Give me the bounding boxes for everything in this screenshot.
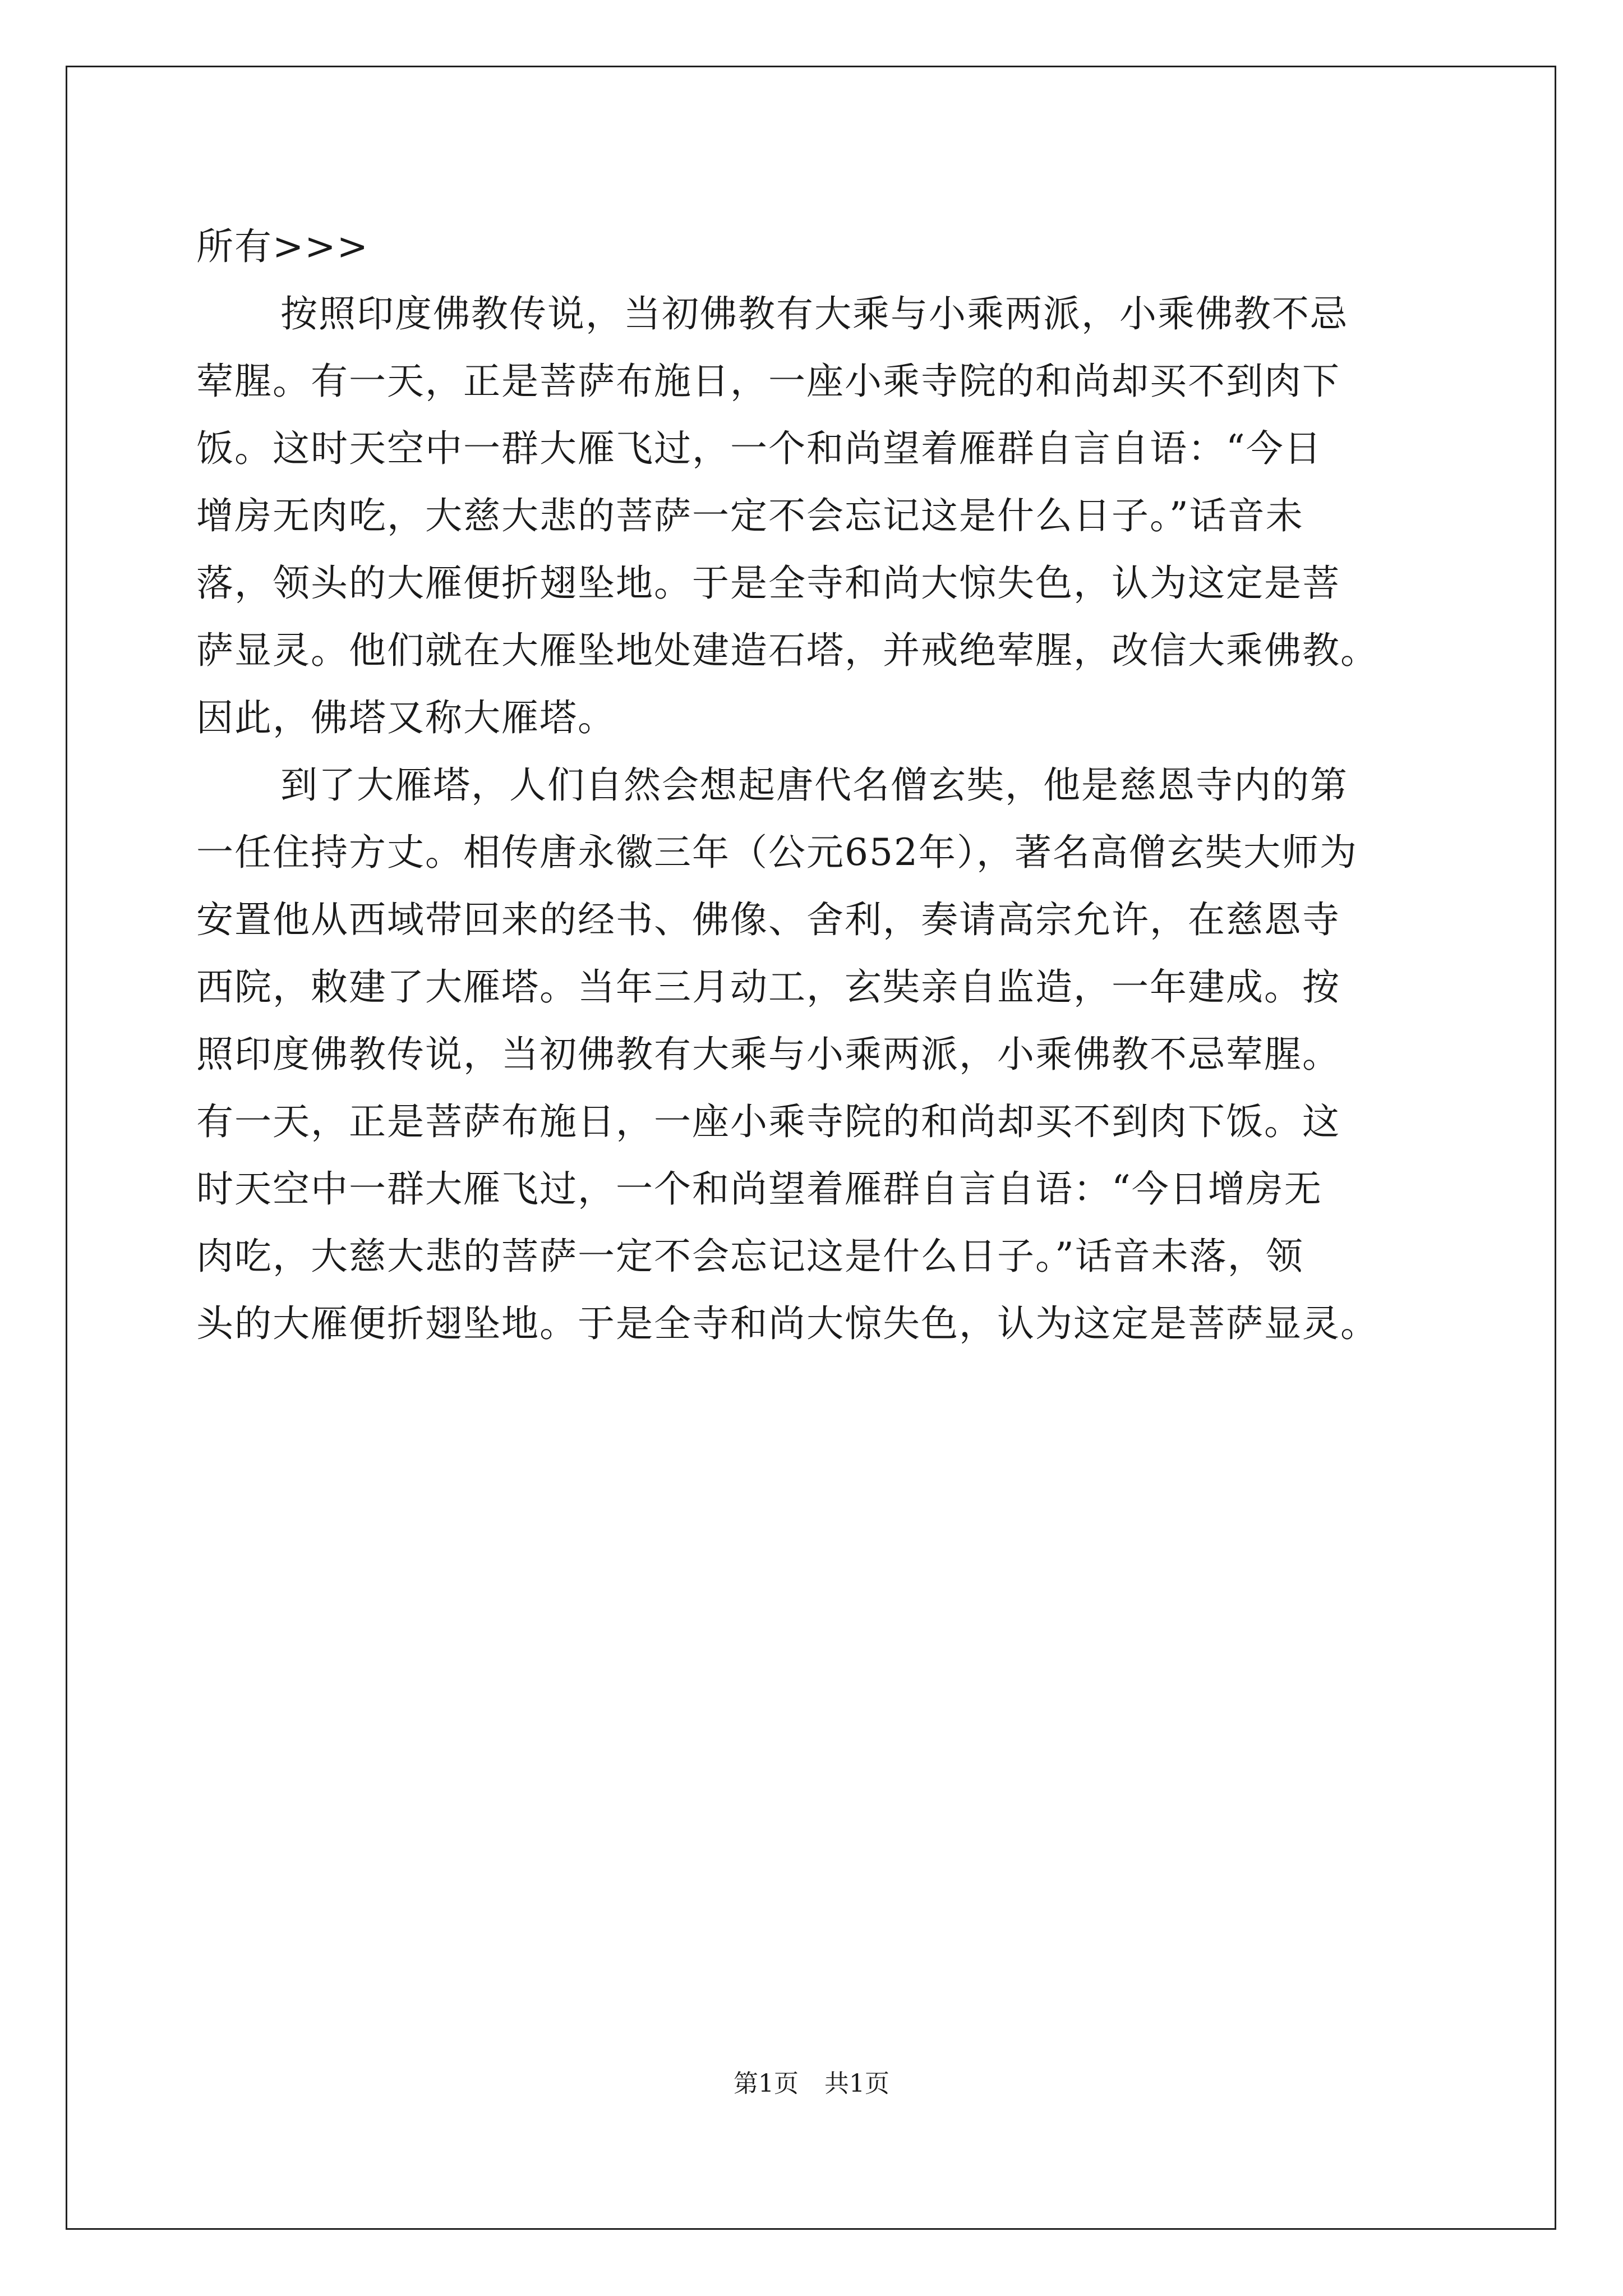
text-line: 安置他从西域带回来的经书、佛像、舍利，奏请高宗允许，在慈恩寺 xyxy=(196,898,1340,941)
text-line: 有一天，正是菩萨布施日，一座小乘寺院的和尚却买不到肉下饭。这 xyxy=(196,1100,1340,1143)
document-body xyxy=(196,213,1430,1358)
text-line: 落，领头的大雁便折翅坠地。于是全寺和尚大惊失色，认为这定是菩 xyxy=(196,562,1340,605)
text-line: 西院，敕建了大雁塔。当年三月动工，玄奘亲自监造，一年建成。按 xyxy=(196,965,1340,1009)
text-line: 头的大雁便折翅坠地。于是全寺和尚大惊失色，认为这定是菩萨显灵。 xyxy=(196,1302,1378,1345)
text-line: 所有>>> xyxy=(196,225,369,268)
text-line: 饭。这时天空中一群大雁飞过，一个和尚望着雁群自言自语：“今日 xyxy=(196,427,1322,470)
total-pages: 共1页 xyxy=(824,2069,889,2098)
text-line: 时天空中一群大雁飞过，一个和尚望着雁群自言自语：“今日增房无 xyxy=(196,1167,1322,1211)
text-line: 因此，佛塔又称大雁塔。 xyxy=(196,696,616,739)
text-line: 肉吃，大慈大悲的菩萨一定不会忘记这是什么日子。”话音未落，领 xyxy=(196,1235,1304,1278)
text-line: 照印度佛教传说，当初佛教有大乘与小乘两派，小乘佛教不忌荤腥。 xyxy=(196,1033,1340,1076)
text-line: 荤腥。有一天，正是菩萨布施日，一座小乘寺院的和尚却买不到肉下 xyxy=(196,360,1340,403)
text-line-paragraph-start: 按照印度佛教传说，当初佛教有大乘与小乘两派，小乘佛教不忌 xyxy=(280,292,1348,335)
text-line: 增房无肉吃，大慈大悲的菩萨一定不会忘记这是什么日子。”话音未 xyxy=(196,494,1304,537)
page-number: 第1页 xyxy=(734,2069,799,2098)
text-line: 萨显灵。他们就在大雁坠地处建造石塔，并戒绝荤腥，改信大乘佛教。 xyxy=(196,629,1378,672)
text-line: 一任住持方丈。相传唐永徽三年（公元652年），著名高僧玄奘大师为 xyxy=(196,831,1358,874)
page-footer xyxy=(0,2067,1623,2101)
text-line-paragraph-start: 到了大雁塔，人们自然会想起唐代名僧玄奘，他是慈恩寺内的第 xyxy=(280,763,1348,807)
